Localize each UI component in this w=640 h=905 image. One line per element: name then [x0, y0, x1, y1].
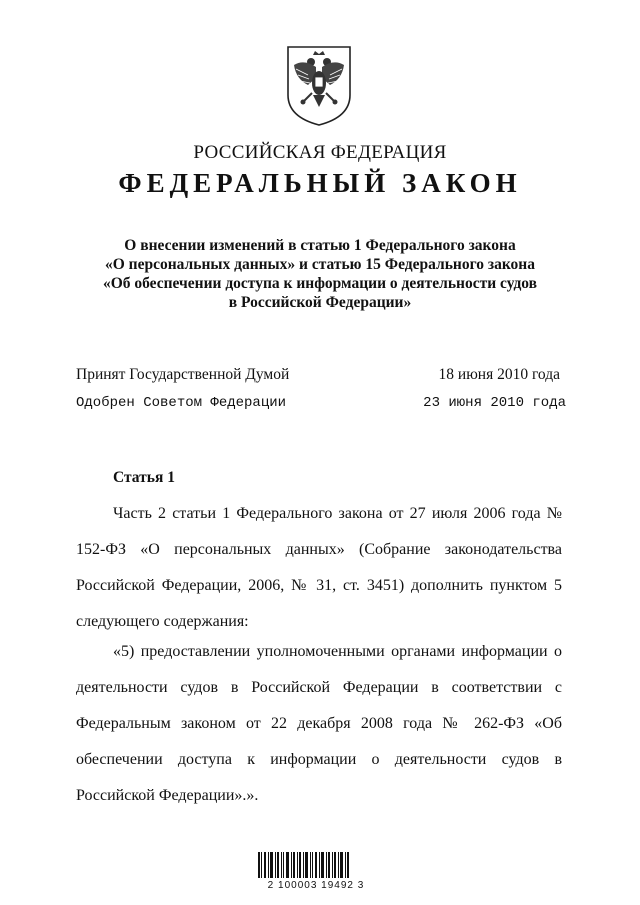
law-title-line: О внесении изменений в статью 1 Федерального закона — [124, 237, 516, 254]
law-title-line: в Российской Федерации» — [228, 294, 412, 311]
article-paragraph-2: «5) предоставлении уполномоченными органами информации о деятельности судов в Российской Федерации в соответствии с Федеральным законом от 22 декабря 2008 года № 262-ФЗ «Об обеспечении доступа к информации о деятельности судов в Российской Федерации».». — [76, 643, 562, 804]
document-type: ФЕДЕРАЛЬНЫЙ ЗАКОН — [118, 168, 522, 198]
council-label: Одобрен Советом Федерации — [76, 395, 287, 411]
barcode-icon — [258, 852, 350, 878]
duma-label: Принят Государственной Думой — [76, 366, 290, 383]
article-paragraph-1: Часть 2 статьи 1 Федерального закона от 27 июля 2006 года № 152-ФЗ «О персональных данных» (Собрание законодательства Российской Федерации, 2006, № 31, ст. 3451) дополнить пунктом 5 следующего содержания: — [76, 505, 562, 630]
duma-date: 18 июня 2010 года — [438, 366, 560, 383]
law-title — [80, 236, 560, 312]
coat-of-arms-icon — [286, 45, 352, 127]
council-date: 23 июня 2010 года — [423, 395, 566, 411]
article-heading: Статья 1 — [113, 469, 175, 486]
country-name: РОССИЙСКАЯ ФЕДЕРАЦИЯ — [193, 142, 447, 163]
duma-adoption — [76, 366, 566, 384]
council-approval — [76, 395, 566, 411]
barcode-number: 2 100003 19492 3 — [267, 880, 365, 891]
law-title-line: «О персональных данных» и статью 15 Федерального закона — [105, 256, 535, 273]
law-title-line: «Об обеспечении доступа к информации о деятельности судов — [102, 275, 538, 292]
